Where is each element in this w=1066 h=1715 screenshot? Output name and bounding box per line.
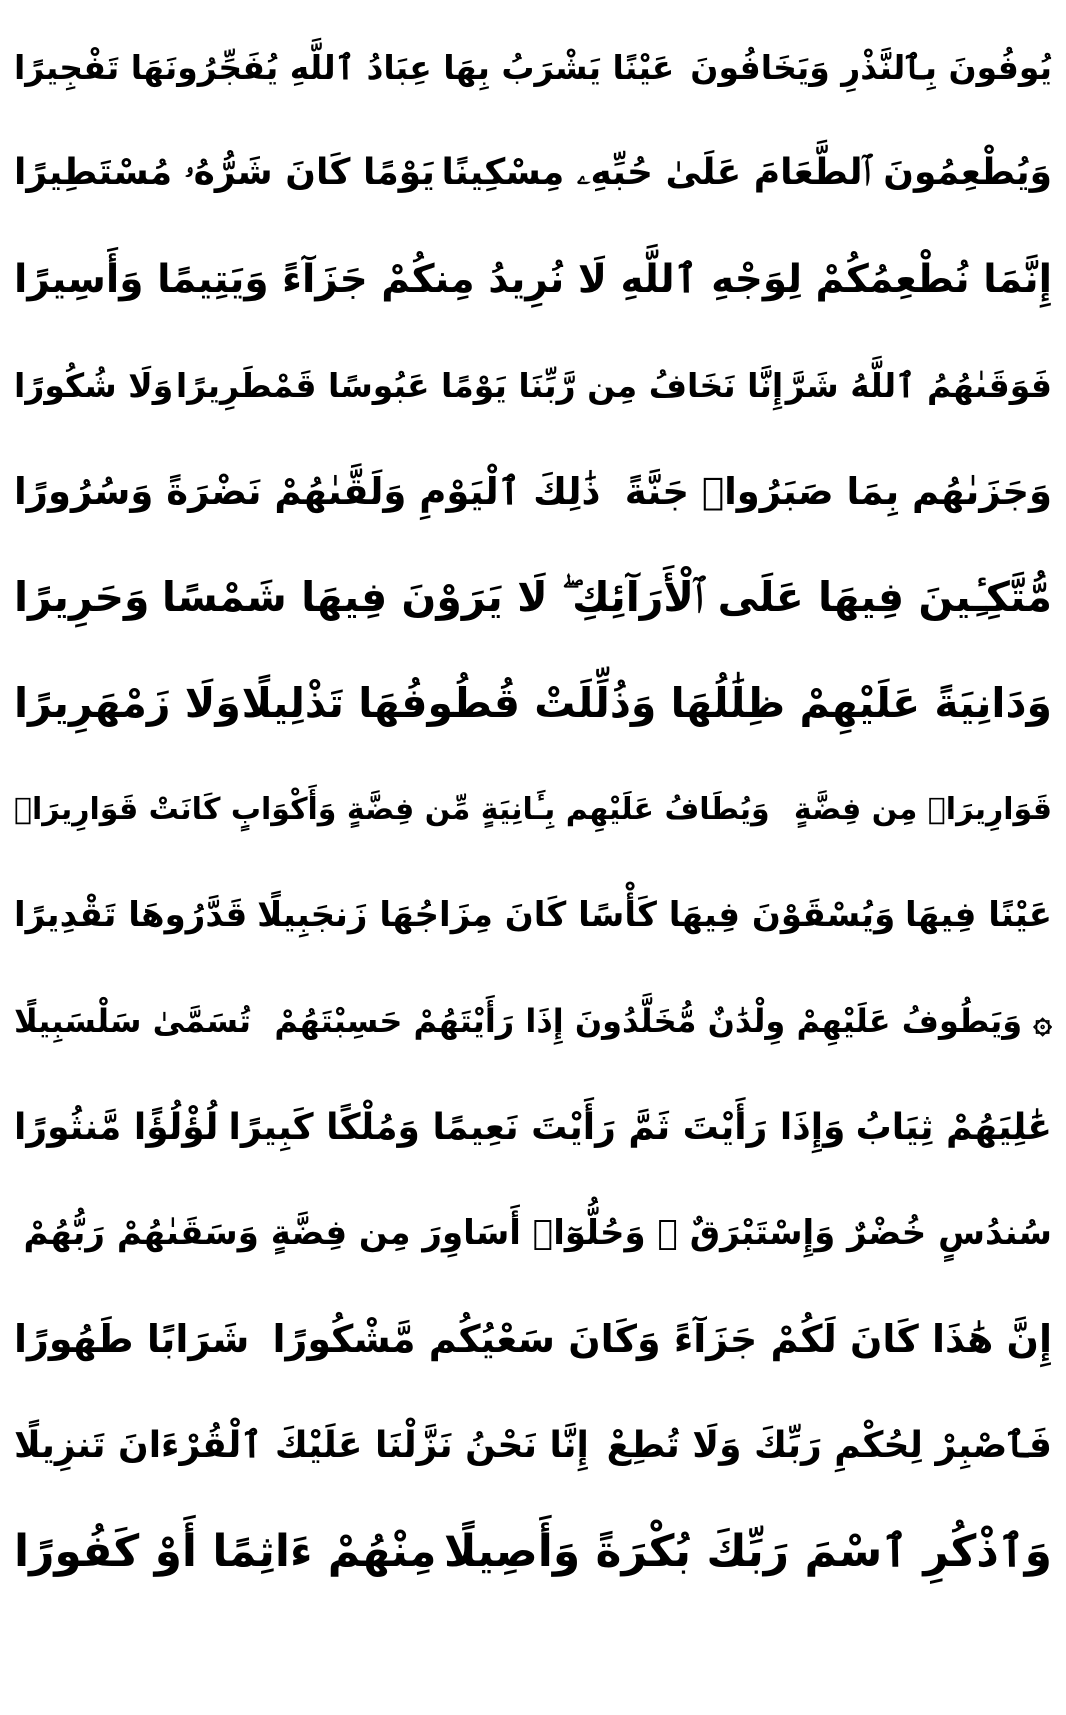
text-line-9 xyxy=(14,862,1052,968)
text-segment: فَوَقَىٰهُمُ ٱللَّهُ شَرَّ xyxy=(785,365,1052,405)
text-segment: عَيْنًا فِيهَا xyxy=(905,895,1052,935)
text-segment: إِنَّا نَحْنُ نَزَّلْنَا عَلَيْكَ ٱلْقُرْءَانَ تَنزِيلًا xyxy=(14,1424,589,1466)
text-segment: وَيُسْقَوْنَ فِيهَا كَأْسًا كَانَ مِزَاجُهَا زَنجَبِيلًا xyxy=(257,895,896,935)
text-segment: سُندُسٍ خُضْرٌ وَإِسْتَبْرَقٌ ۖ وَحُلُّوٓا۟ أَسَاوِرَ مِن فِضَّةٍ وَسَقَىٰهُمْ رَبُّهُمْ xyxy=(23,1213,1052,1253)
text-segment: وَيَتِيمًا وَأَسِيرًا xyxy=(14,256,269,302)
text-segment: إِنَّا نَخَافُ مِن رَّبِّنَا يَوْمًا عَبُوسًا قَمْطَرِيرًا xyxy=(175,365,784,405)
text-line-10 xyxy=(14,968,1052,1074)
text-line-1 xyxy=(14,14,1052,120)
text-segment: عَٰلِيَهُمْ ثِيَابُ xyxy=(855,1106,1052,1148)
text-segment: يُوفُونَ بِٱلنَّذْرِ وَيَخَافُونَ xyxy=(690,47,1052,87)
text-segment: تُسَمَّىٰ سَلْسَبِيلًا xyxy=(14,1002,252,1040)
text-segment: شَرَابًا طَهُورًا xyxy=(14,1317,250,1361)
text-segment: وَيُطْعِمُونَ ٱلطَّعَامَ عَلَىٰ حُبِّهِۦ مِسْكِينًا xyxy=(441,152,1052,193)
text-segment: وَدَانِيَةً عَلَيْهِمْ ظِلَٰلُهَا وَذُلِّلَتْ قُطُوفُهَا تَذْلِيلًا xyxy=(241,679,1052,727)
text-line-8 xyxy=(14,756,1052,862)
text-segment: قَوَارِيرَا۟ مِن فِضَّةٍ xyxy=(793,791,1052,827)
text-line-13 xyxy=(14,1286,1052,1392)
text-segment: إِنَّمَا نُطْعِمُكُمْ لِوَجْهِ ٱللَّهِ لَا نُرِيدُ مِنكُمْ جَزَآءً xyxy=(282,256,1052,302)
text-segment: ۞ وَيَطُوفُ عَلَيْهِمْ وِلْدَٰنٌ مُّخَلَّدُونَ إِذَا رَأَيْتَهُمْ حَسِبْتَهُمْ xyxy=(274,1002,1052,1040)
text-line-5 xyxy=(14,438,1052,544)
text-segment: قَدَّرُوهَا تَقْدِيرًا xyxy=(14,895,248,935)
text-segment: ذَٰلِكَ ٱلْيَوْمِ وَلَقَّىٰهُمْ نَضْرَةً وَسُرُورًا xyxy=(14,469,601,513)
text-segment: إِنَّ هَٰذَا كَانَ لَكُمْ جَزَآءً وَكَانَ سَعْيُكُم مَّشْكُورًا xyxy=(272,1317,1052,1361)
text-line-4 xyxy=(14,332,1052,438)
text-segment: مِنْهُمْ ءَاثِمًا أَوْ كَفُورًا xyxy=(14,1525,437,1577)
text-segment: وَلَا زَمْهَرِيرًا xyxy=(14,679,241,727)
text-segment: وَٱذْكُرِ ٱسْمَ رَبِّكَ بُكْرَةً وَأَصِيلًا xyxy=(443,1525,1052,1577)
text-segment: وَجَزَىٰهُم بِمَا صَبَرُوا۟ جَنَّةً xyxy=(624,469,1052,513)
text-line-6 xyxy=(14,544,1052,650)
text-segment: وَحَرِيرًا xyxy=(14,573,150,621)
text-segment: يَوْمًا كَانَ شَرُّهُۥ مُسْتَطِيرًا xyxy=(14,152,435,193)
text-line-11 xyxy=(14,1074,1052,1180)
text-line-7 xyxy=(14,650,1052,756)
text-line-3 xyxy=(14,226,1052,332)
text-segment: لُؤْلُؤًا مَّنثُورًا xyxy=(14,1106,219,1148)
text-segment: وَيُطَافُ عَلَيْهِم بِـَٔانِيَةٍ مِّن فِضَّةٍ وَأَكْوَابٍ كَانَتْ قَوَارِيرَا۟ xyxy=(14,791,770,827)
text-segment: فَٱصْبِرْ لِحُكْمِ رَبِّكَ وَلَا تُطِعْ xyxy=(606,1424,1052,1466)
text-segment: مُّتَّكِـِٔينَ فِيهَا عَلَى ٱلْأَرَآئِكِ ۖ لَا يَرَوْنَ فِيهَا شَمْسًا xyxy=(161,572,1052,621)
text-line-2 xyxy=(14,120,1052,226)
text-line-15 xyxy=(14,1498,1052,1604)
text-line-12 xyxy=(14,1180,1052,1286)
verse-lines xyxy=(14,14,1052,1604)
text-segment: وَلَا شُكُورًا xyxy=(14,365,174,405)
text-segment: عَيْنًا يَشْرَبُ بِهَا عِبَادُ ٱللَّهِ يُفَجِّرُونَهَا تَفْجِيرًا xyxy=(14,47,675,87)
text-segment: وَإِذَا رَأَيْتَ ثَمَّ رَأَيْتَ نَعِيمًا وَمُلْكًا كَبِيرًا xyxy=(228,1106,846,1148)
text-line-14 xyxy=(14,1392,1052,1498)
